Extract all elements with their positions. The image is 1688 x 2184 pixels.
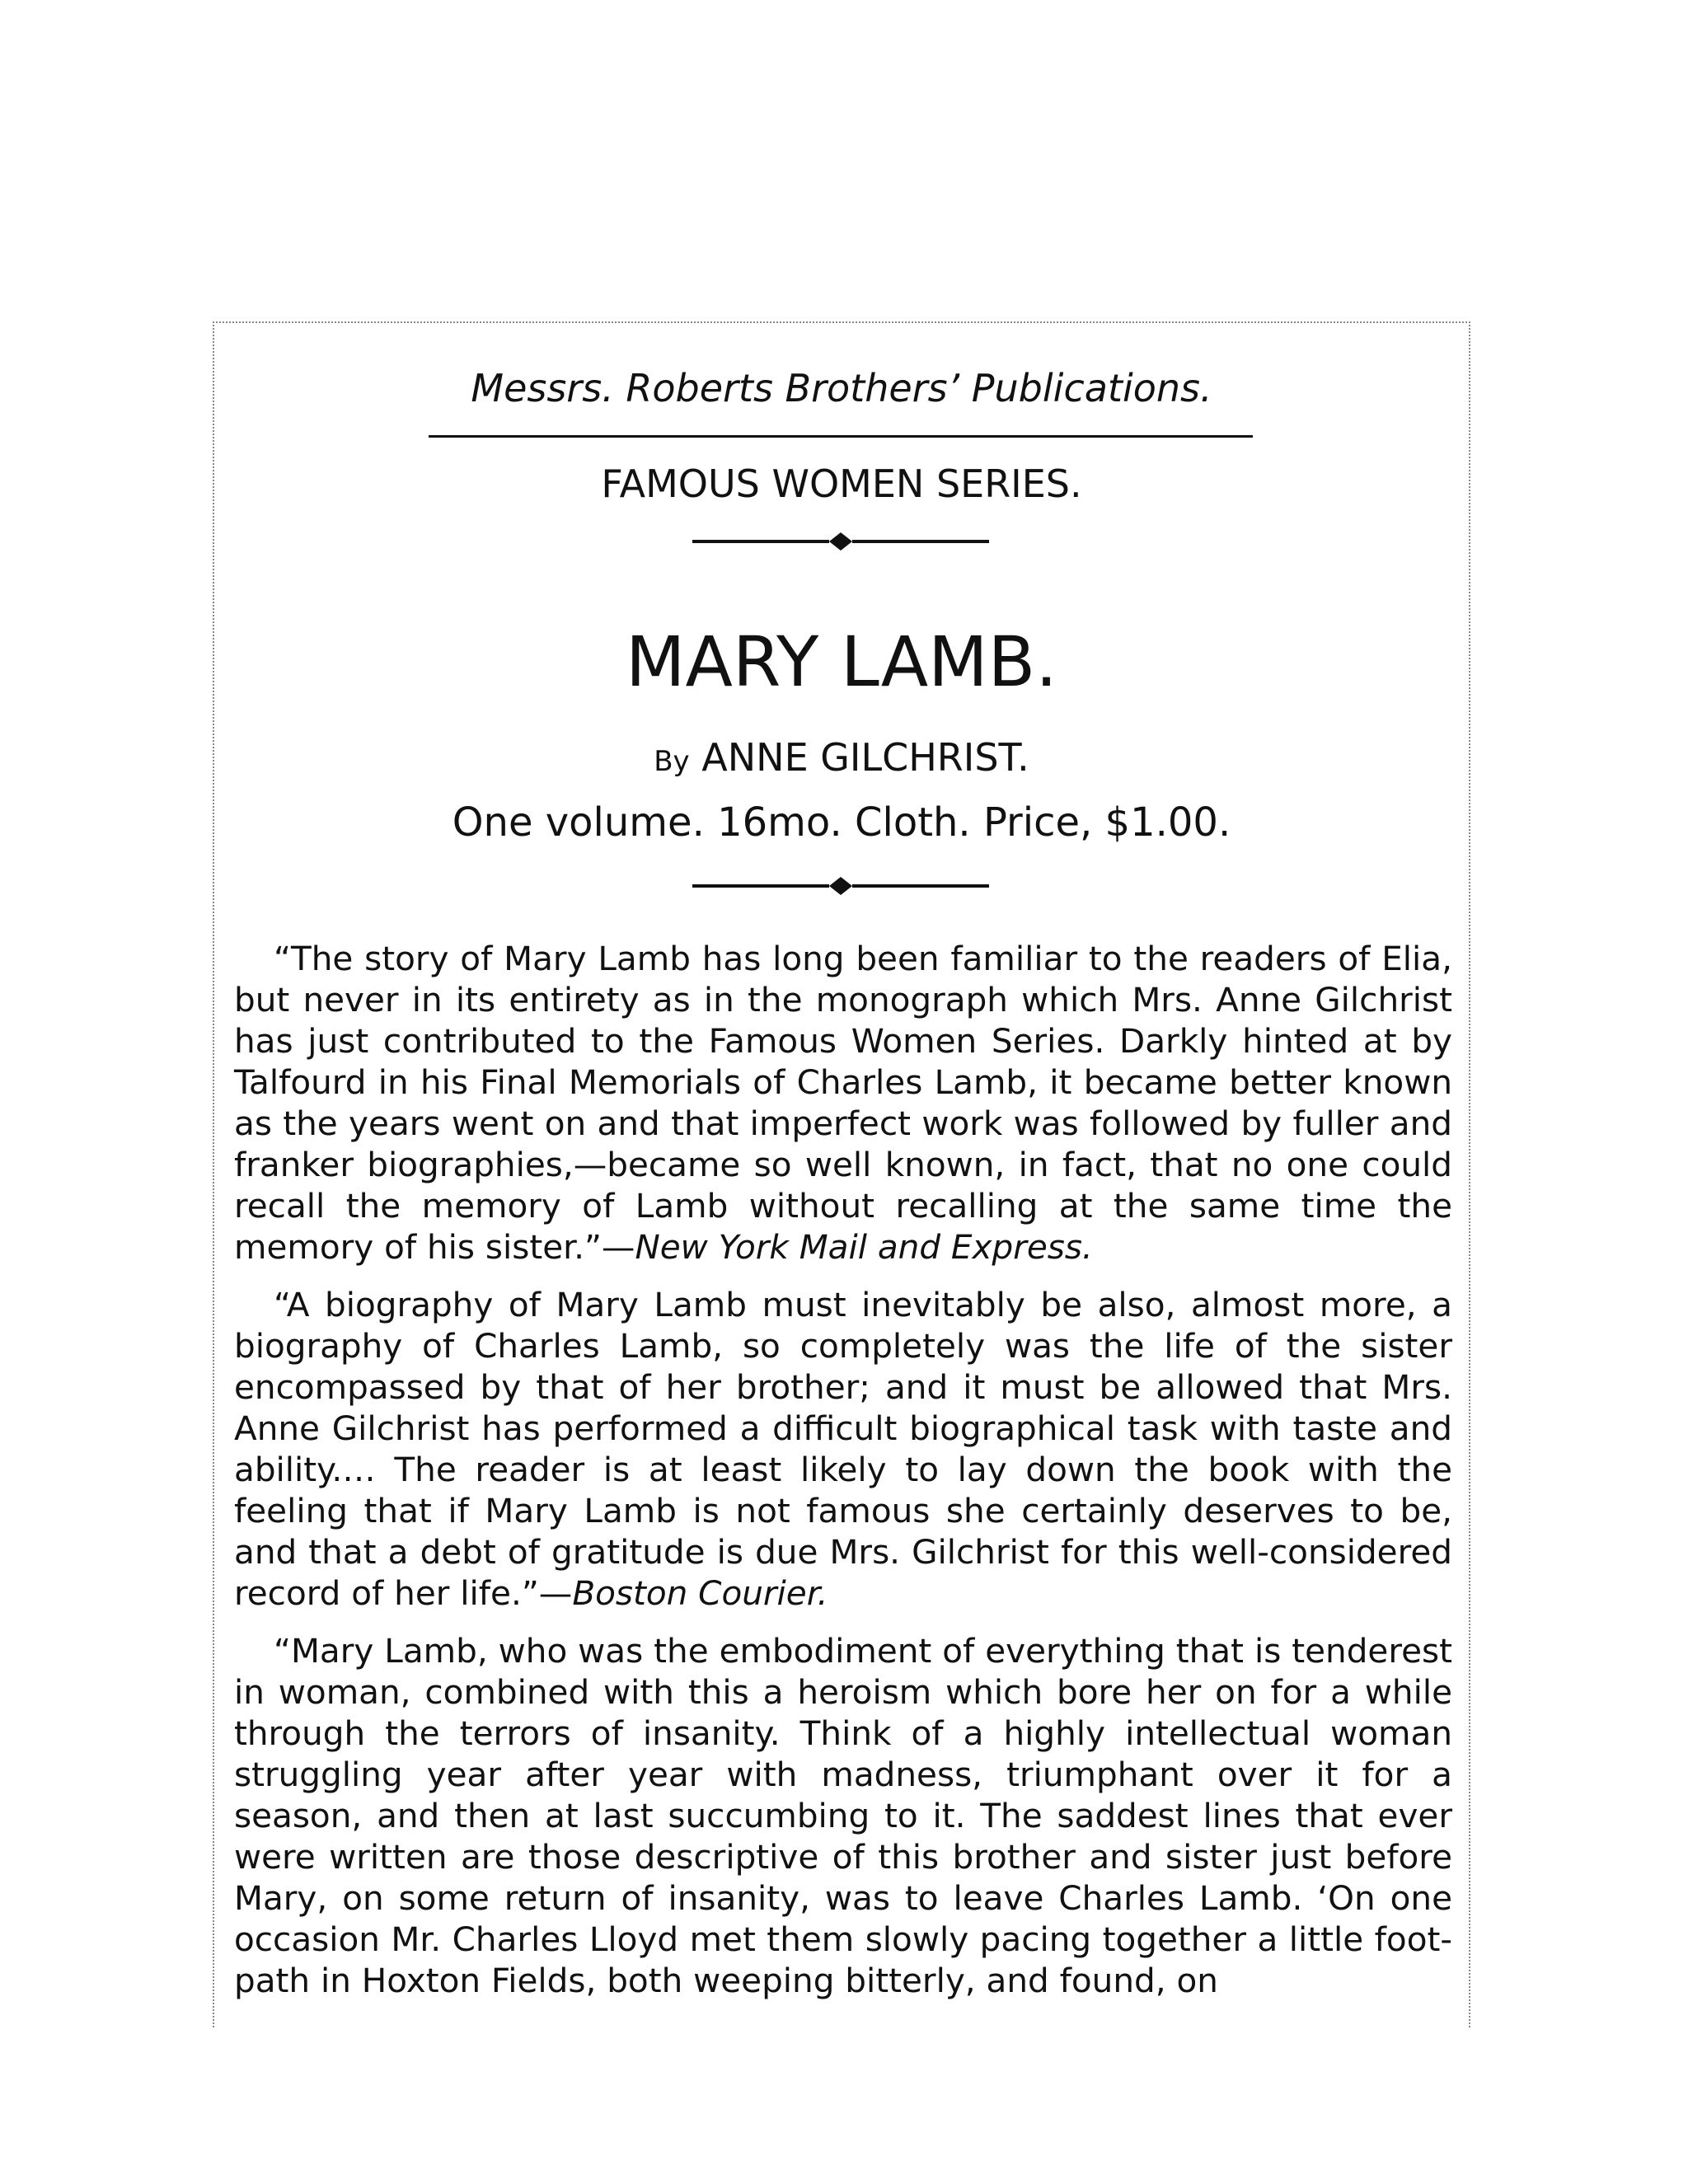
ornament-divider-icon — [691, 874, 991, 898]
review-paragraph — [234, 1284, 1452, 1614]
ornament-divider-icon — [691, 529, 991, 554]
reviews-body — [234, 938, 1452, 2018]
byline-author: ANNE GILCHRIST. — [701, 735, 1029, 780]
review-quote: “The story of Mary Lamb has long been familiar to the readers of Elia, but never in its entirety as in the monograph which Mrs. Anne Gilchrist has just contributed to the Famous Women Series. Darkly hinted at by Talfourd in his Final Memorials of Charles Lamb, it became better known as the years went on and that imperfect work was followed by fuller and franker biographies,—became so well known, in fact, that no one could recall the memory of Lamb without recalling at the same time the memory of his sister.”— — [234, 939, 1452, 1267]
review-quote: “Mary Lamb, who was the embodiment of everything that is tenderest in woman, combined with this a heroism which bore her on for a while through the terrors of insanity. Think of a highly intellectual woman struggling year after year with madness, triumphant over it for a season, and then at last succumbing to it. The saddest lines that ever were written are those descriptive of this brother and sister just before Mary, on some return of insanity, was to leave Charles Lamb. ‘On one occasion Mr. Charles Lloyd met them slowly pacing together a little foot-path in Hoxton Fields, both weeping bitterly, and found, on — [234, 1631, 1452, 2000]
byline — [214, 735, 1469, 780]
page-frame — [213, 321, 1470, 2027]
volume-info: One volume. 16mo. Cloth. Price, $1.00. — [452, 799, 1231, 846]
review-source: New York Mail and Express. — [635, 1227, 1093, 1267]
review-source: Boston Courier. — [572, 1573, 828, 1613]
review-paragraph — [234, 1630, 1452, 2001]
running-head: Messrs. Roberts Brothers’ Publications. — [471, 366, 1212, 410]
header-rule — [429, 435, 1253, 438]
series-title: FAMOUS WOMEN SERIES. — [601, 462, 1082, 506]
review-quote: “A biography of Mary Lamb must inevitably be also, almost more, a biography of Charles Lamb, so completely was the life of the sister encompassed by that of her brother; and it must be allowed that Mrs. Anne Gilchrist has performed a difficult biographical task with taste and ability.… The reader is at least likely to lay down the book with the feeling that if Mary Lamb is not famous she certainly deserves to be, and that a debt of gratitude is due Mrs. Gilchrist for this well-considered record of her life.”— — [234, 1285, 1452, 1613]
review-paragraph — [234, 938, 1452, 1268]
byline-by: By — [654, 745, 690, 778]
book-title: MARY LAMB. — [626, 621, 1057, 702]
